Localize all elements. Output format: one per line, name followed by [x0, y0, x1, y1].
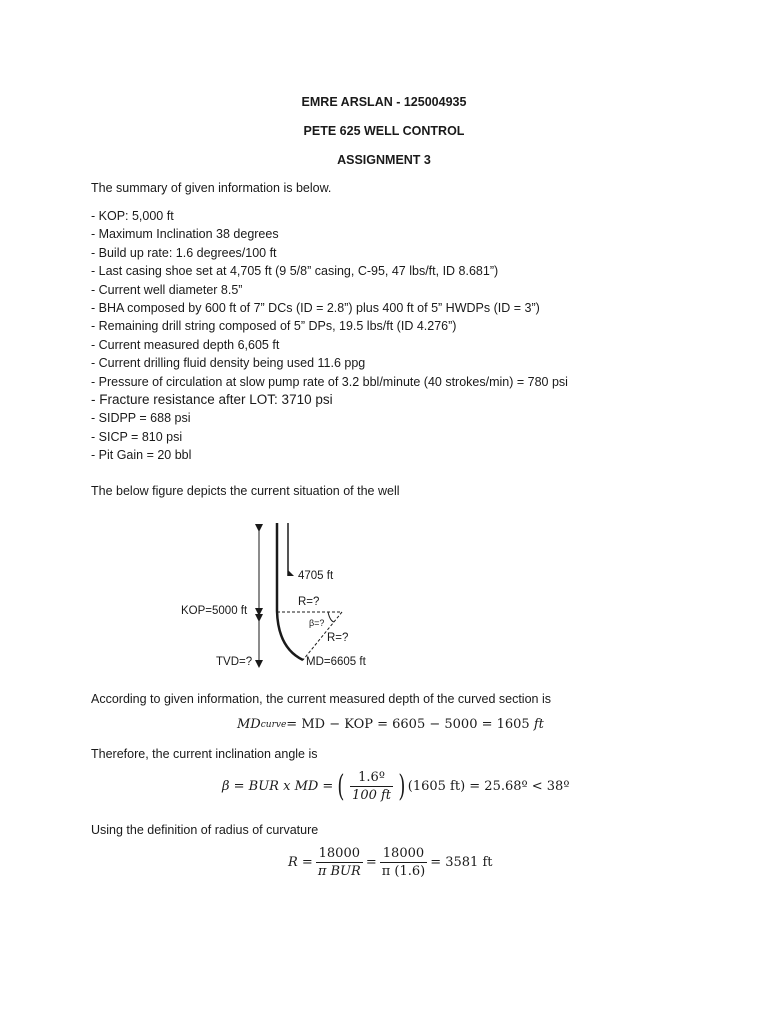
eq2-rest: (1605 ft) = 25.68º < 38º	[407, 779, 570, 794]
radius-side-label: R=?	[327, 632, 349, 644]
intro-text: The summary of given information is below.	[91, 181, 332, 195]
eq1-subscript: curve	[260, 719, 287, 730]
list-item: - Pressure of circulation at slow pump rate of 3.2 bbl/minute (40 strokes/min) = 780 psi	[91, 374, 568, 389]
beta-label: β=?	[309, 618, 325, 628]
list-item: - KOP: 5,000 ft	[91, 209, 174, 223]
radius-top-label: R=?	[298, 596, 320, 608]
eq2-denominator: 100 ft	[352, 788, 392, 803]
eq2-lhs: β = BUR x MD =	[222, 779, 334, 794]
list-item: - Build up rate: 1.6 degrees/100 ft	[91, 245, 277, 260]
paragraph-inclination: Therefore, the current inclination angle is	[91, 747, 318, 761]
eq2-right-paren: )	[398, 768, 406, 804]
list-item: - Current drilling fluid density being used 11.6 ppg	[91, 356, 366, 371]
well-diagram-drawing	[170, 518, 410, 673]
casing-depth-label: 4705 ft	[298, 570, 334, 582]
list-item: - Maximum Inclination 38 degrees	[91, 227, 279, 242]
list-item: - BHA composed by 600 ft of 7” DCs (ID = 2.8”) plus 400 ft of 5” HWDPs (ID = 3”)	[91, 301, 540, 316]
eq2-fraction	[350, 770, 393, 803]
equation-md-curve	[237, 717, 544, 732]
equation-radius	[288, 846, 493, 879]
eq1-unit: ft	[533, 717, 544, 732]
author-line: EMRE ARSLAN - 125004935	[301, 95, 467, 109]
course-title: PETE 625 WELL CONTROL	[303, 124, 465, 138]
eq1-rhs: = MD − KOP = 6605 − 5000 = 1605	[286, 717, 534, 732]
eq3-equals: =	[365, 855, 377, 870]
well-diagram	[170, 518, 410, 673]
wellbore-curve	[277, 611, 303, 660]
given-info-list	[91, 207, 568, 465]
list-item: - Current well diameter 8.5”	[91, 282, 243, 297]
md-label: MD=6605 ft	[306, 656, 366, 668]
eq2-left-paren: (	[337, 768, 345, 804]
eq2-numerator: 1.6º	[358, 770, 385, 785]
eq3-numerator-2: 18000	[382, 846, 425, 861]
list-item: - SICP = 810 psi	[91, 429, 183, 444]
assignment-title: ASSIGNMENT 3	[337, 153, 431, 167]
list-item: - Remaining drill string composed of 5” DPs, 19.5 lbs/ft (ID 4.276”)	[91, 319, 457, 334]
eq3-numerator-1: 18000	[318, 846, 360, 861]
list-item: - Fracture resistance after LOT: 3710 psi	[91, 392, 333, 408]
equation-inclination	[222, 770, 569, 803]
casing-shoe	[288, 570, 294, 576]
figure-intro-text: The below figure depicts the current situation of the well	[91, 484, 400, 498]
list-item: - Pit Gain = 20 bbl	[91, 448, 192, 463]
paragraph-curve-md: According to given information, the current measured depth of the curved section is	[91, 692, 551, 706]
beta-angle-arc	[328, 612, 334, 622]
kop-label: KOP=5000 ft	[181, 605, 248, 617]
list-item: - Current measured depth 6,605 ft	[91, 337, 280, 352]
list-item: - SIDPP = 688 psi	[91, 411, 191, 426]
eq3-fraction-1	[316, 846, 363, 879]
eq3-denominator-1: π BUR	[317, 864, 361, 879]
eq3-denominator-2: π (1.6)	[381, 864, 426, 879]
tvd-label: TVD=?	[216, 656, 253, 668]
list-item: - Last casing shoe set at 4,705 ft (9 5/8” casing, C-95, 47 lbs/ft, ID 8.681”)	[91, 264, 499, 279]
paragraph-radius: Using the definition of radius of curvature	[91, 823, 319, 837]
eq3-lhs: R =	[288, 855, 313, 870]
eq3-rest: = 3581 ft	[430, 855, 493, 870]
eq3-fraction-2	[380, 846, 428, 879]
eq1-lhs: MD	[237, 717, 261, 732]
